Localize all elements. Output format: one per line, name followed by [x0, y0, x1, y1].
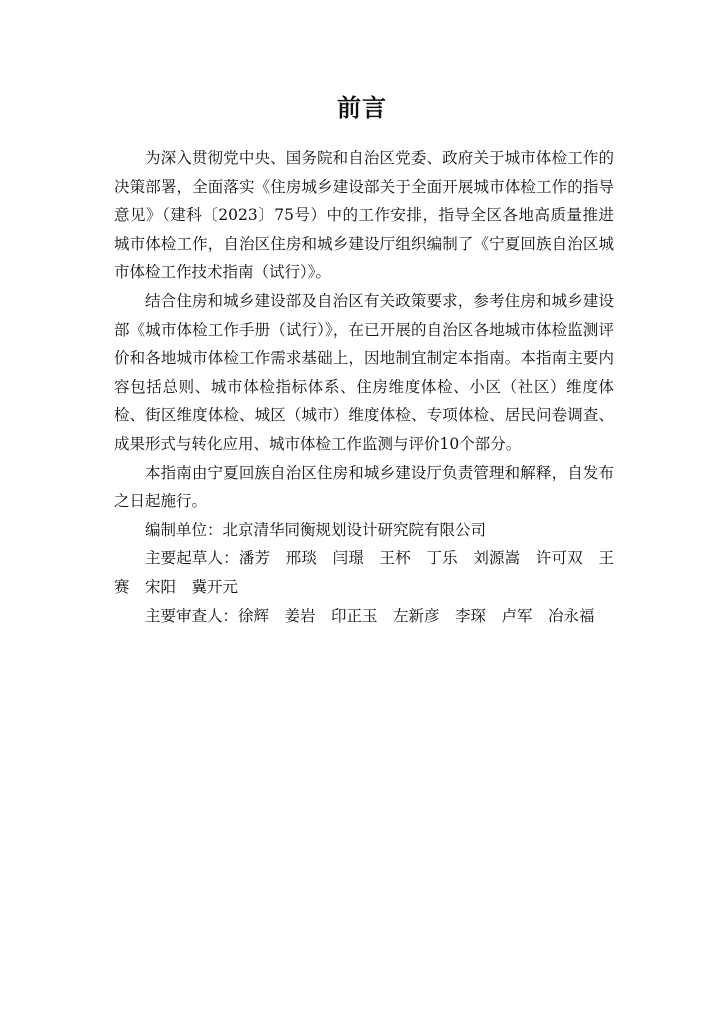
paragraph-effective: 本指南由宁夏回族自治区住房和城乡建设厅负责管理和解释，自发布之日起施行。 — [114, 463, 614, 511]
page-title: 前言 — [337, 94, 387, 122]
paragraph-basis-contents: 结合住房和城乡建设部及自治区有关政策要求，参考住房和城乡建设部《城市体检工作手册（试行）》，在已开展的自治区各地城市体检监测评价和各地城市体检工作需求基础上，因地制宜制定本指南。本指南主要内容包括总则、城市体检指标体系、住房维度体检、小区（社区）维度体检、街区维度体检、城区（城市）维度体检、专项体检、居民问卷调查、成果形式与转化应用、城市体检工作监测与评价10个部分。 — [114, 291, 614, 453]
main-reviewers: 主要审查人：徐辉 姜岩 印正玉 左新彦 李琛 卢军 冶永福 — [145, 606, 595, 625]
document-body — [114, 144, 614, 630]
main-drafters: 主要起草人：潘芳 邢琰 闫璟 王杯 丁乐 刘源嵩 许可双 王赛 宋阳 冀开元 — [114, 549, 614, 596]
paragraph-purpose: 为深入贯彻党中央、国务院和自治区党委、政府关于城市体检工作的决策部署，全面落实《住房城乡建设部关于全面开展城市体检工作的指导意见》（建科〔2023〕75号）中的工作安排，指导全区各地高质量推进城市体检工作，自治区住房和城乡建设厅组织编制了《宁夏回族自治区城市体检工作技术指南（试行）》。 — [114, 149, 614, 282]
compiling-unit: 编制单位：北京清华同衡规划设计研究院有限公司 — [145, 520, 487, 539]
